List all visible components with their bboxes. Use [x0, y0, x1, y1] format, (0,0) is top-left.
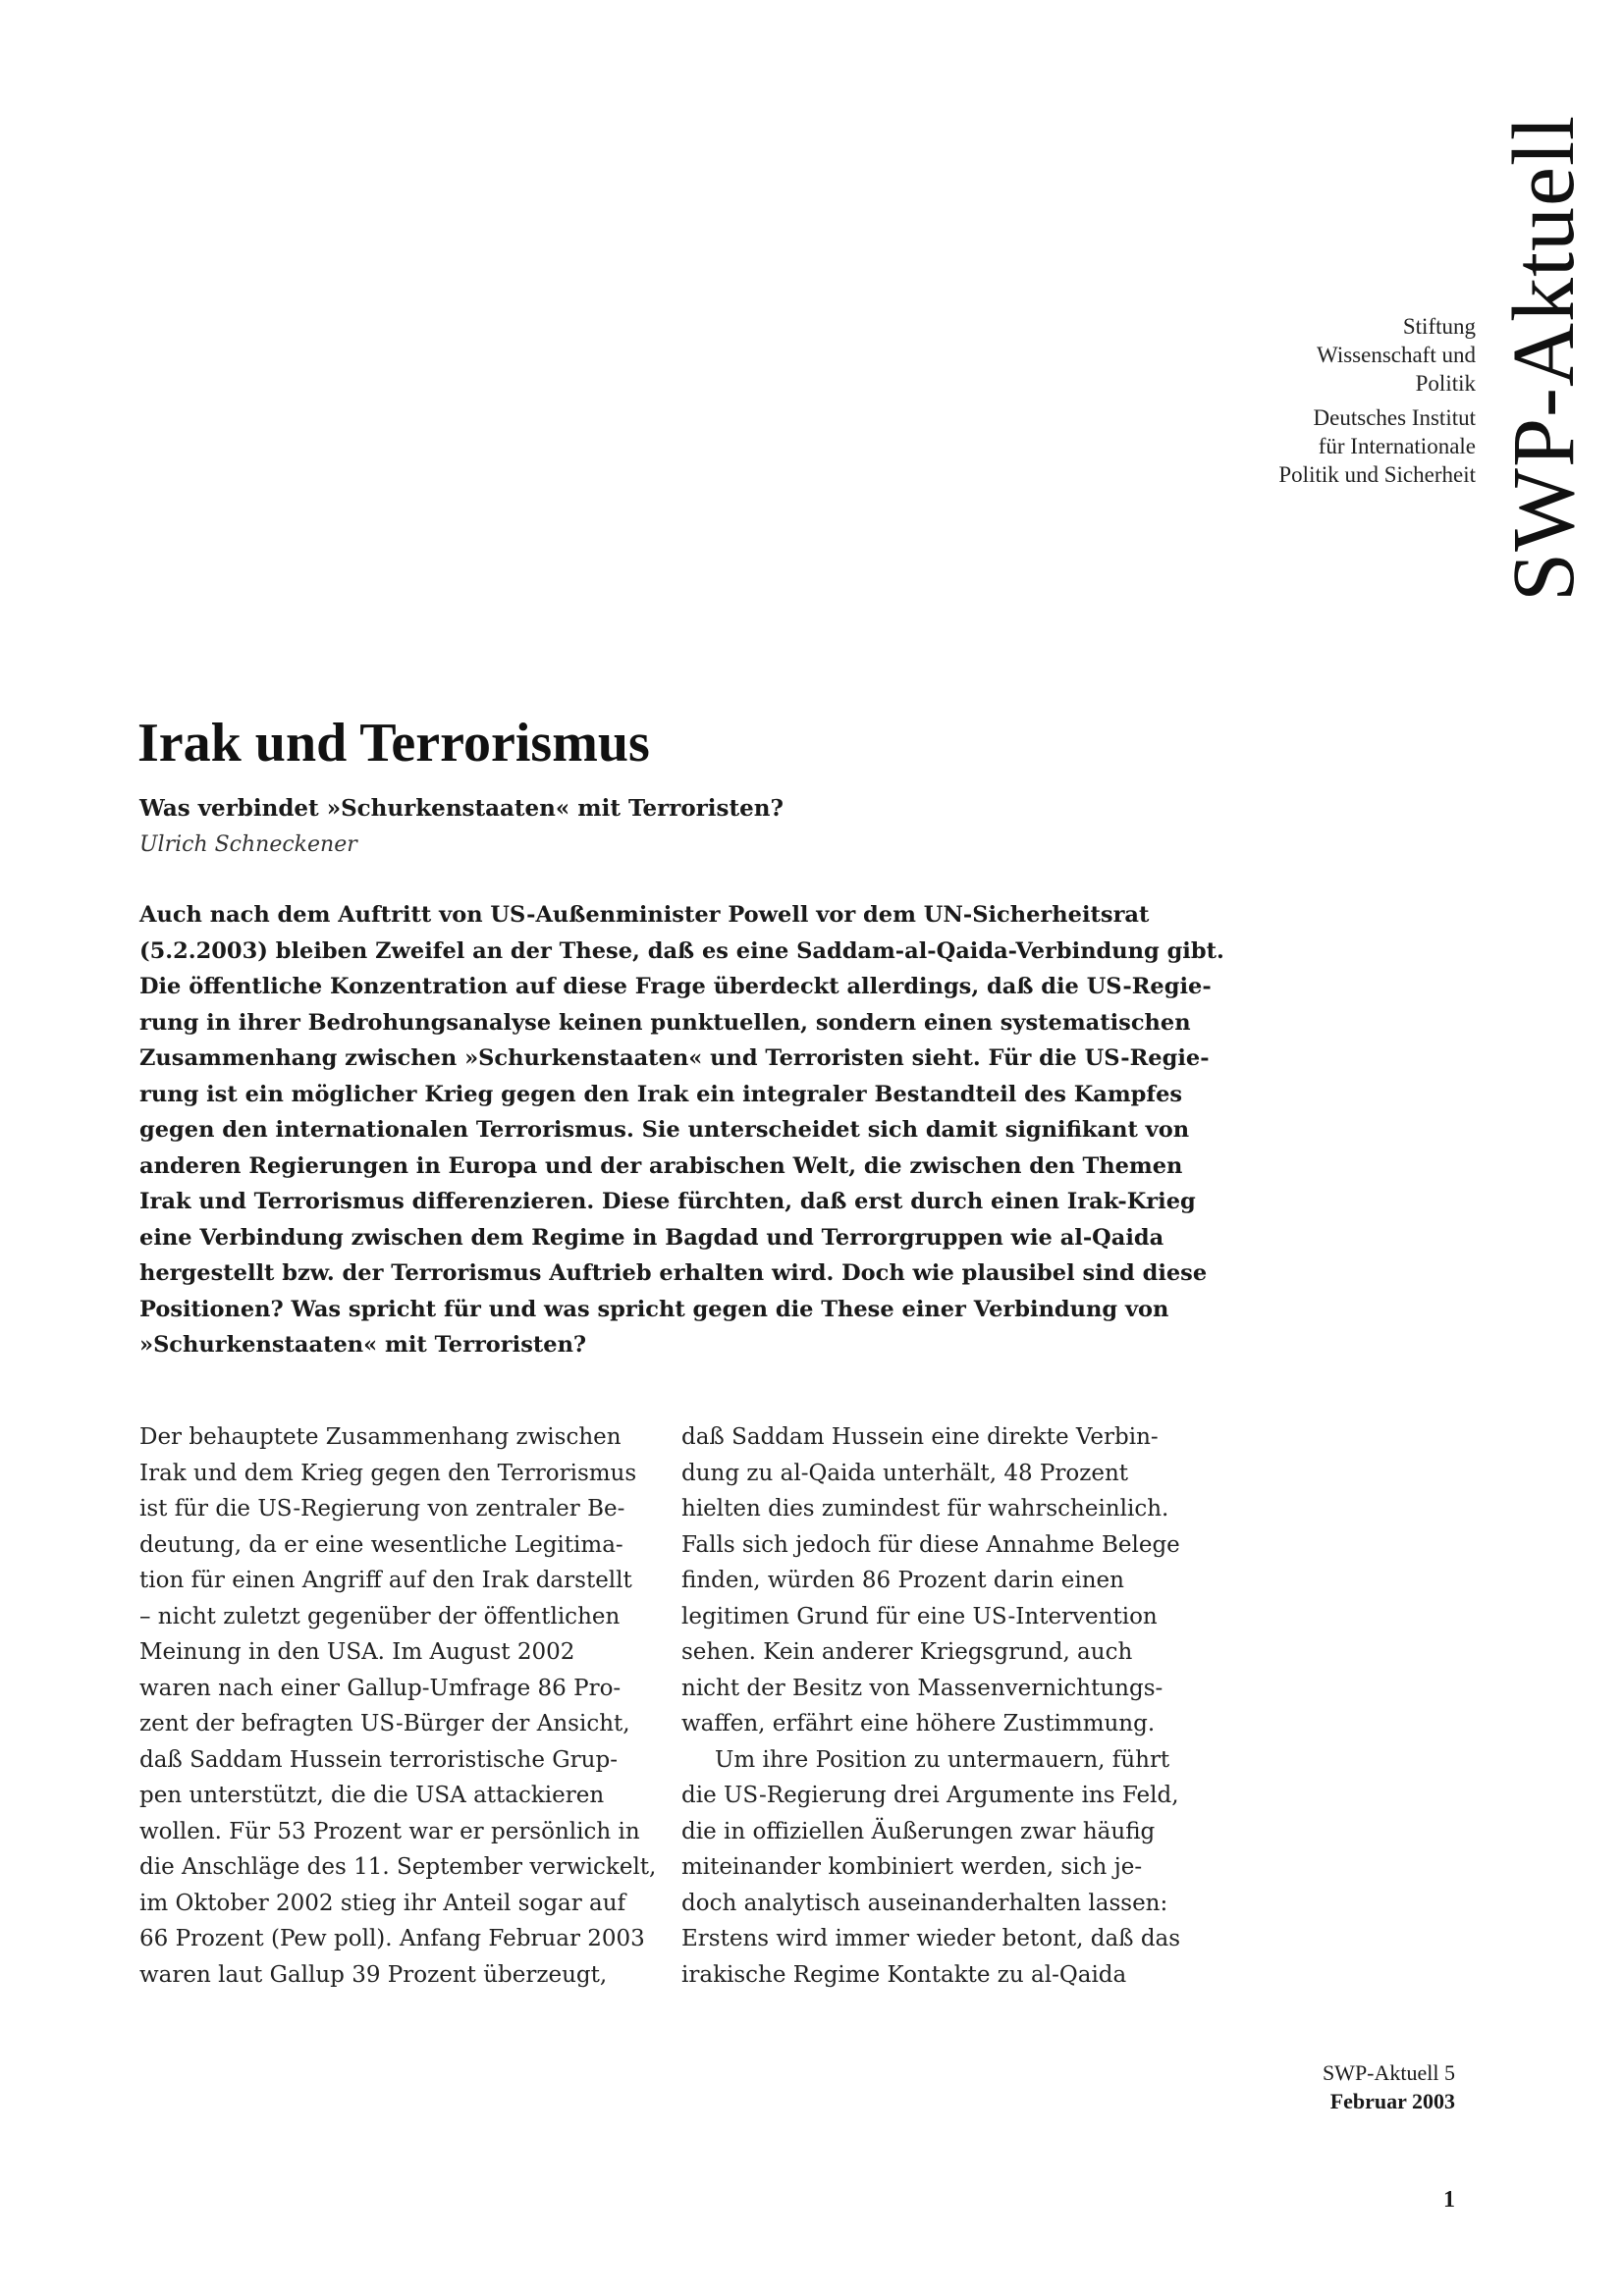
issue-number: SWP-Aktuell 5 — [1322, 2060, 1455, 2085]
body-line: die US-Regierung drei Argumente ins Feld, — [681, 1783, 1179, 1808]
body-line: zent der befragten US-Bürger der Ansicht, — [139, 1711, 630, 1736]
body-column-left — [139, 1419, 656, 1993]
body-line: dung zu al-Qaida unterhält, 48 Prozent — [681, 1460, 1129, 1486]
body-line: daß Saddam Hussein eine direkte Verbin- — [681, 1424, 1159, 1450]
brand-title: SWP-Aktuell — [1494, 115, 1593, 602]
body-line: sehen. Kein anderer Kriegsgrund, auch — [681, 1639, 1133, 1665]
body-line: waren laut Gallup 39 Prozent überzeugt, — [139, 1961, 608, 1988]
body-line: tion für einen Angriff auf den Irak darstellt — [139, 1568, 632, 1593]
org-name-line: Stiftung — [1402, 314, 1476, 339]
page-subtitle: Was verbindet »Schurkenstaaten« mit Terroristen? — [139, 795, 784, 822]
lead-line: anderen Regierungen in Europa und der arabischen Welt, die zwischen den Themen — [139, 1152, 1183, 1179]
institute-name-line: Deutsches Institut — [1313, 405, 1476, 430]
institute-name — [1278, 403, 1476, 489]
lead-line: eine Verbindung zwischen dem Regime in Bagdad und Terrorgruppen wie al-Qaida — [139, 1224, 1164, 1251]
lead-line: Zusammenhang zwischen »Schurkenstaaten« und Terroristen sieht. Für die US-Regie- — [139, 1045, 1210, 1071]
lead-line: »Schurkenstaaten« mit Terroristen? — [139, 1332, 587, 1358]
lead-line: Positionen? Was spricht für und was spricht gegen die These einer Verbindung von — [139, 1296, 1169, 1322]
org-name-line: Politik — [1415, 371, 1476, 396]
page-title: Irak und Terrorismus — [137, 713, 650, 774]
body-line: miteinander kombiniert werden, sich je- — [681, 1854, 1143, 1880]
lead-line: rung in ihrer Bedrohungsanalyse keinen punktuellen, sondern einen systematischen — [139, 1009, 1191, 1036]
body-line: ist für die US-Regierung von zentraler Be- — [139, 1496, 625, 1522]
issue-date: Februar 2003 — [1329, 2089, 1455, 2113]
body-line: die in offiziellen Äußerungen zwar häufig — [681, 1818, 1156, 1844]
institute-name-line: Politik und Sicherheit — [1278, 462, 1476, 487]
body-line: 66 Prozent (Pew poll). Anfang Februar 2003 — [139, 1926, 645, 1951]
lead-line: Die öffentliche Konzentration auf diese Frage überdeckt allerdings, daß die US-Regie- — [139, 974, 1212, 999]
body-line: doch analytisch auseinanderhalten lassen: — [681, 1890, 1168, 1916]
body-line: Falls sich jedoch für diese Annahme Belege — [681, 1531, 1180, 1558]
body-column-right — [681, 1419, 1180, 1993]
publication-brand — [1478, 49, 1610, 667]
lead-line: hergestellt bzw. der Terrorismus Auftrieb erhalten wird. Doch wie plausibel sind diese — [139, 1260, 1208, 1286]
body-line: daß Saddam Hussein terroristische Grup- — [139, 1746, 618, 1773]
body-line: legitimen Grund für eine US-Intervention — [681, 1603, 1158, 1629]
lead-line: Irak und Terrorismus differenzieren. Diese fürchten, daß erst durch einen Irak-Krieg — [139, 1189, 1196, 1214]
body-line: wollen. Für 53 Prozent war er persönlich in — [139, 1818, 640, 1844]
body-line: finden, würden 86 Prozent darin einen — [681, 1568, 1124, 1593]
body-line: waren nach einer Gallup-Umfrage 86 Pro- — [139, 1675, 622, 1701]
body-line: die Anschläge des 11. September verwickelt, — [139, 1854, 657, 1880]
lead-line: rung ist ein möglicher Krieg gegen den Irak ein integraler Bestandteil des Kampfes — [139, 1081, 1183, 1107]
lead-line: Auch nach dem Auftritt von US-Außenminister Powell vor dem UN-Sicherheitsrat — [139, 902, 1150, 928]
body-line: im Oktober 2002 stieg ihr Anteil sogar auf — [139, 1890, 626, 1916]
lead-line: (5.2.2003) bleiben Zweifel an der These, daß es eine Saddam-al-Qaida-Verbindung gibt. — [139, 937, 1224, 964]
author-name: Ulrich Schneckener — [139, 832, 357, 857]
org-name-line: Wissenschaft und — [1317, 343, 1476, 367]
lead-line: gegen den internationalen Terrorismus. Sie unterscheidet sich damit signifikant von — [139, 1117, 1190, 1143]
org-name — [1317, 312, 1476, 398]
body-line: waffen, erfährt eine höhere Zustimmung. — [681, 1711, 1156, 1736]
body-line: pen unterstützt, die die USA attackieren — [139, 1783, 605, 1808]
body-line: nicht der Besitz von Massenvernichtungs- — [681, 1675, 1163, 1701]
issue-info — [1323, 2058, 1455, 2115]
body-line: Irak und dem Krieg gegen den Terrorismus — [139, 1460, 637, 1486]
body-line: Der behauptete Zusammenhang zwischen — [139, 1424, 622, 1450]
body-line: Meinung in den USA. Im August 2002 — [139, 1639, 575, 1665]
body-line: Erstens wird immer wieder betont, daß das — [681, 1926, 1181, 1951]
body-line: – nicht zuletzt gegenüber der öffentlichen — [139, 1603, 621, 1629]
body-line: hielten dies zumindest für wahrscheinlich. — [681, 1496, 1169, 1522]
institute-name-line: für Internationale — [1318, 434, 1476, 458]
page-number: 1 — [1443, 2187, 1455, 2213]
body-line: deutung, da er eine wesentliche Legitima- — [139, 1531, 623, 1558]
lead-paragraph — [139, 897, 1224, 1363]
body-line: irakische Regime Kontakte zu al-Qaida — [681, 1961, 1127, 1988]
body-line: Um ihre Position zu untermauern, führt — [715, 1746, 1170, 1773]
